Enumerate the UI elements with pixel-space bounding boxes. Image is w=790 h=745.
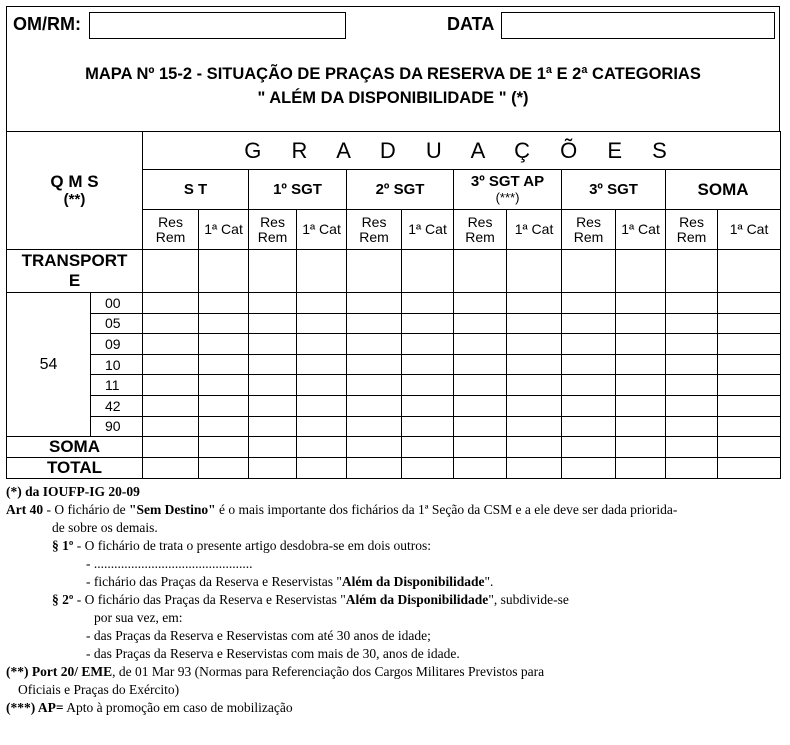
data-cell[interactable] [454,395,507,416]
data-cell[interactable] [347,458,402,479]
note-2-cont: Oficiais e Praças do Exército) [18,682,180,698]
art-40: Art 40 - O fichário de "Sem Destino" é o mais importante dos fichários da 1ª Seção da CSM e a ele deve ser dada priorida- [6,502,678,518]
paragraph-1-item-2: - fichário das Praças da Reserva e Reservistas "Além da Disponibilidade". [86,574,494,590]
qms-header-cell [7,132,143,250]
data-cell[interactable] [199,250,249,293]
om-rm-field[interactable] [89,12,346,39]
data-cell[interactable] [199,395,249,416]
data-cell[interactable] [249,416,297,437]
grade-2-sgt: 2º SGT [347,170,454,210]
data-cell[interactable] [402,375,454,396]
data-cell[interactable] [454,458,507,479]
qms-note: (**) [63,190,86,208]
soma-row [7,437,781,458]
data-cell[interactable] [297,416,347,437]
data-cell[interactable] [297,313,347,334]
data-cell[interactable] [199,334,249,355]
note-1: (*) da IOUFP-IG 20-09 [6,484,140,500]
paragraph-2: § 2º - O fichário das Praças da Reserva e Reservistas "Além da Disponibilidade", subdivide-se [52,592,569,608]
data-cell[interactable] [143,458,199,479]
data-cell[interactable] [347,313,402,334]
data-cell[interactable] [562,375,616,396]
data-cell[interactable] [507,395,562,416]
res-rem-cell: Res Rem [454,210,507,250]
data-cell[interactable] [249,437,297,458]
res-rem-cell: Res Rem [143,210,199,250]
total-label: TOTAL [7,458,143,479]
data-cell[interactable] [507,416,562,437]
table-row [7,334,781,355]
data-cell[interactable] [402,293,454,314]
cat-cell: 1ª Cat [718,210,781,250]
data-cell[interactable] [199,458,249,479]
data-cell[interactable] [199,354,249,375]
data-cell[interactable] [297,437,347,458]
data-cell[interactable] [402,354,454,375]
data-cell[interactable] [249,395,297,416]
data-cell[interactable] [718,458,781,479]
data-cell[interactable] [143,354,199,375]
data-cell[interactable] [666,458,718,479]
code-rows [7,293,781,437]
data-cell[interactable] [199,437,249,458]
grade-soma: SOMA [666,170,781,210]
table-row [7,395,781,416]
map-title-line1: MAPA Nº 15-2 - SITUAÇÃO DE PRAÇAS DA RESERVA DE 1ª E 2ª CATEGORIAS [85,65,701,83]
data-cell[interactable] [666,375,718,396]
data-cell[interactable] [616,375,666,396]
data-cell[interactable] [143,437,199,458]
data-cell[interactable] [249,334,297,355]
data-cell[interactable] [562,250,616,293]
data-cell[interactable] [402,334,454,355]
data-cell[interactable] [402,437,454,458]
data-cell[interactable] [507,250,562,293]
data-cell[interactable] [718,354,781,375]
res-rem-cell: Res Rem [347,210,402,250]
data-cell[interactable] [143,313,199,334]
data-cell[interactable] [402,395,454,416]
qms-subcode-cell: 00 [91,293,143,314]
data-cell[interactable] [297,293,347,314]
table-row [7,375,781,396]
data-cell[interactable] [507,354,562,375]
data-cell[interactable] [666,293,718,314]
data-cell[interactable] [199,416,249,437]
data-cell[interactable] [199,313,249,334]
data-cell[interactable] [666,395,718,416]
soma-label: SOMA [7,437,143,458]
note-3: (***) AP= Apto à promoção em caso de mobilização [6,700,293,716]
table-row [7,293,781,314]
data-cell[interactable] [249,313,297,334]
data-cell[interactable] [666,334,718,355]
data-cell[interactable] [249,354,297,375]
data-cell[interactable] [616,313,666,334]
cat-cell: 1ª Cat [507,210,562,250]
data-cell[interactable] [454,416,507,437]
data-cell[interactable] [507,458,562,479]
data-cell[interactable] [454,437,507,458]
data-cell[interactable] [347,250,402,293]
data-cell[interactable] [718,395,781,416]
data-cell[interactable] [402,250,454,293]
data-cell[interactable] [562,458,616,479]
res-rem-cell: Res Rem [249,210,297,250]
data-cell[interactable] [562,313,616,334]
data-cell[interactable] [616,458,666,479]
cat-cell: 1ª Cat [616,210,666,250]
res-rem-cell: Res Rem [562,210,616,250]
data-cell[interactable] [616,395,666,416]
grade-1-sgt: 1º SGT [249,170,347,210]
cat-cell: 1ª Cat [199,210,249,250]
data-cell[interactable] [562,437,616,458]
data-cell[interactable] [562,395,616,416]
data-cell[interactable] [507,437,562,458]
data-cell[interactable] [562,334,616,355]
data-cell[interactable] [347,416,402,437]
data-cell[interactable] [347,334,402,355]
map-title-line2: " ALÉM DA DISPONIBILIDADE " (*) [257,89,529,107]
data-cell[interactable] [143,293,199,314]
data-cell[interactable] [143,250,199,293]
graduacoes-heading: G R A D U A Ç Õ E S [143,132,781,170]
grade-ap-note: (***) [495,189,520,205]
om-rm-label: OM/RM: [13,14,81,34]
data-cell[interactable] [718,437,781,458]
data-cell[interactable] [616,334,666,355]
data-cell[interactable] [454,334,507,355]
data-cell[interactable] [347,354,402,375]
data-cell[interactable] [297,354,347,375]
data-cell[interactable] [616,293,666,314]
data-cell[interactable] [297,250,347,293]
data-cell[interactable] [143,395,199,416]
qms-code-cell: 54 [7,293,91,437]
form-sheet [6,6,780,717]
data-cell[interactable] [402,458,454,479]
data-cell[interactable] [297,395,347,416]
data-cell[interactable] [562,416,616,437]
data-cell[interactable] [143,334,199,355]
data-cell[interactable] [402,416,454,437]
data-cell[interactable] [666,354,718,375]
data-cell[interactable] [718,250,781,293]
data-cell[interactable] [297,334,347,355]
table-row [7,313,781,334]
data-cell[interactable] [347,395,402,416]
data-cell[interactable] [143,416,199,437]
data-cell[interactable] [616,416,666,437]
data-label: DATA [447,14,495,34]
data-cell[interactable] [507,334,562,355]
data-cell[interactable] [454,250,507,293]
data-cell[interactable] [347,375,402,396]
data-cell[interactable] [507,313,562,334]
transporte-row [7,250,781,293]
grade-3-sgt-ap-label: 3º SGT AP [470,172,545,190]
grade-3-sgt: 3º SGT [562,170,666,210]
data-cell[interactable] [666,250,718,293]
form-header [6,6,780,132]
res-rem-cell: Res Rem [666,210,718,250]
data-cell[interactable] [249,458,297,479]
data-cell[interactable] [454,293,507,314]
paragraph-1: § 1º - O fichário de trata o presente artigo desdobra-se em dois outros: [52,538,431,554]
data-field[interactable] [501,12,775,39]
data-cell[interactable] [562,293,616,314]
data-cell[interactable] [143,375,199,396]
note-2: (**) Port 20/ EME, de 01 Mar 93 (Normas para Referenciação dos Cargos Militares Previstos para [6,664,545,680]
data-cell[interactable] [454,313,507,334]
data-cell[interactable] [718,375,781,396]
data-cell[interactable] [454,354,507,375]
data-cell[interactable] [718,313,781,334]
graduacoes-table [6,131,781,479]
data-cell[interactable] [718,334,781,355]
paragraph-2-item-1: - das Praças da Reserva e Reservistas com até 30 anos de idade; [86,628,431,644]
transporte-label: TRANSPORT E [7,250,143,293]
table-row [7,354,781,375]
data-cell[interactable] [666,416,718,437]
data-cell[interactable] [249,250,297,293]
data-cell[interactable] [249,375,297,396]
qms-label: Q M S [50,171,99,191]
data-cell[interactable] [347,437,402,458]
table-row [7,416,781,437]
data-cell[interactable] [199,293,249,314]
data-cell[interactable] [297,458,347,479]
qms-subcode-cell: 11 [91,375,143,396]
data-cell[interactable] [616,250,666,293]
art-40-cont: de sobre os demais. [52,520,158,536]
data-cell[interactable] [402,313,454,334]
data-cell[interactable] [249,293,297,314]
paragraph-2-cont: por sua vez, em: [94,610,183,626]
cat-cell: 1ª Cat [402,210,454,250]
data-cell[interactable] [507,375,562,396]
data-cell[interactable] [666,313,718,334]
data-cell[interactable] [199,375,249,396]
footnotes [6,483,780,717]
qms-subcode-cell: 90 [91,416,143,437]
data-cell[interactable] [297,375,347,396]
data-cell[interactable] [454,375,507,396]
paragraph-2-item-2: - das Praças da Reserva e Reservistas com mais de 30, anos de idade. [86,646,460,662]
qms-subcode-cell: 10 [91,354,143,375]
data-cell[interactable] [507,293,562,314]
data-cell[interactable] [718,293,781,314]
qms-subcode-cell: 05 [91,313,143,334]
data-cell[interactable] [718,416,781,437]
qms-subcode-cell: 42 [91,395,143,416]
qms-subcode-cell: 09 [91,334,143,355]
grade-3-sgt-ap [454,170,562,210]
data-cell[interactable] [562,354,616,375]
data-cell[interactable] [616,437,666,458]
paragraph-1-item-1: - ............................................... [86,556,253,572]
total-row [7,458,781,479]
data-cell[interactable] [347,293,402,314]
data-cell[interactable] [616,354,666,375]
grade-st: S T [143,170,249,210]
data-cell[interactable] [666,437,718,458]
cat-cell: 1ª Cat [297,210,347,250]
